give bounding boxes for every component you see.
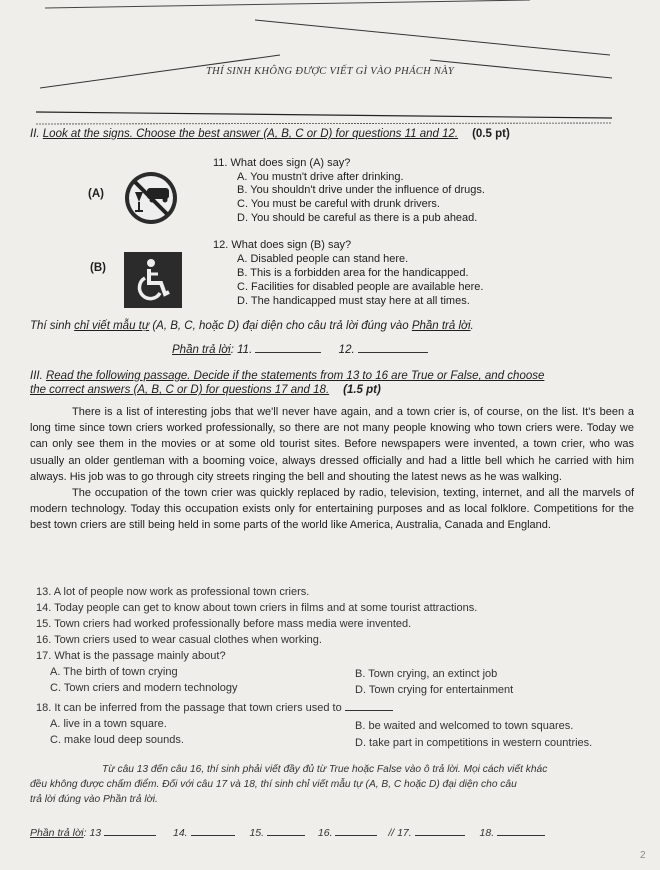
q11-option-b: B. You shouldn't drive under the influence of drugs. [237,184,485,196]
sign-b-label: (B) [90,262,106,274]
section2-instruction: Thí sinh chỉ viết mẫu tự (A, B, C, hoặc D) đại diện cho câu trả lời đúng vào Phần trả lời. [30,320,474,332]
q17-question: 17. What is the passage mainly about? [36,650,226,662]
q18-blank [345,710,393,711]
answer-blank-17[interactable] [415,835,465,836]
statement-16: 16. Town criers used to wear casual clothes when working. [36,634,322,646]
q18-option-a: A. live in a town square. [50,718,167,730]
q18-option-c: C. make loud deep sounds. [50,734,184,746]
q12-question: 12. What does sign (B) say? [213,239,352,251]
q11-option-c: C. You must be careful with drunk drivers. [237,198,440,210]
statement-13: 13. A lot of people now work as professional town criers. [36,586,310,598]
answer-blank-11[interactable] [255,352,321,353]
section3-note-line2: đều không được chấm điểm. Đối với câu 17 và 18, thí sinh chỉ viết mẫu tự (A, B, C hoặc D) đại diện cho câu [30,779,517,790]
answer-blank-18[interactable] [497,835,545,836]
q17-option-c: C. Town criers and modern technology [50,682,238,694]
section3-note-line1: Từ câu 13 đến câu 16, thí sinh phải viết đầy đủ từ True hoặc False vào ô trả lời. Mọi cách viết khác [102,764,548,775]
no-drink-driving-sign-icon [125,172,177,224]
q11-option-d: D. You should be careful as there is a pub ahead. [237,212,478,224]
section3-title: III. Read the following passage. Decide if the statements from 13 to 16 are True or False, and choose [30,370,545,382]
statement-15: 15. Town criers had worked professionally before mass media were invented. [36,618,412,630]
statement-14: 14. Today people can get to know about town criers in films and at some tourist attractions. [36,602,478,614]
header-cut-lines [0,0,660,130]
section2-answer-line: Phần trả lời: 11. 12. [172,344,428,356]
section2-title: II. Look at the signs. Choose the best answer (A, B, C or D) for questions 11 and 12. (0.5 pt) [30,128,510,140]
q17-option-d: D. Town crying for entertainment [355,684,514,696]
passage-paragraph-2: The occupation of the town crier was quickly replaced by radio, television, texting, internet, and all the marvels of modern technology. Today this occupation exists only for entertaining purposes and as local folklore. Competitions for the best town criers are still being held in some parts of the world like America, Australia, Canada and England. [30,487,634,532]
answer-blank-12[interactable] [358,352,428,353]
section3-answer-line: Phần trả lời: 13 14. 15. 16. // 17. 18. [30,826,545,841]
sign-a-label: (A) [88,188,104,200]
answer-blank-16[interactable] [335,835,377,836]
passage-paragraph-1: There is a list of interesting jobs that we'll never have again, and a town crier is, of course, on the list. It's been a long time since town criers worked professionally, so there are not many people knowing who town criers were. Today we can only see them in the movies or at some old tourist sites. Before newspapers were invented, a town crier, who was usually an older gentleman with a booming voice, always dressed officially and had a little bell which he carried with him always. His job was to go through city streets ringing the bell and shouting the latest news as he was walking. [30,406,634,483]
answer-blank-14[interactable] [191,835,235,836]
q17-option-a: A. The birth of town crying [50,666,178,678]
wheelchair-sign-icon [124,252,182,308]
q12-option-d: D. The handicapped must stay here at all times. [237,295,470,307]
answer-blank-13[interactable] [104,835,156,836]
q18-question: 18. It can be inferred from the passage that town criers used to [36,701,393,717]
q18-option-d: D. take part in competitions in western countries. [355,737,593,749]
passage [30,404,634,534]
q11-question: 11. What does sign (A) say? [213,157,351,169]
q12-option-c: C. Facilities for disabled people are available here. [237,281,484,293]
header-banner: THÍ SINH KHÔNG ĐƯỢC VIẾT GÌ VÀO PHÁCH NÀY [205,66,455,77]
q12-option-a: A. Disabled people can stand here. [237,253,409,265]
section3-note-line3: trả lời đúng vào Phần trả lời. [30,794,158,805]
answer-blank-15[interactable] [267,835,305,836]
section3-title-line2: the correct answers (A, B, C or D) for questions 17 and 18. (1.5 pt) [30,384,381,396]
q12-option-b: B. This is a forbidden area for the handicapped. [237,267,469,279]
q17-option-b: B. Town crying, an extinct job [355,668,498,680]
q18-option-b: B. be waited and welcomed to town squares. [355,720,574,732]
q11-option-a: A. You mustn't drive after drinking. [237,171,404,183]
page-number: 2 [640,850,646,861]
